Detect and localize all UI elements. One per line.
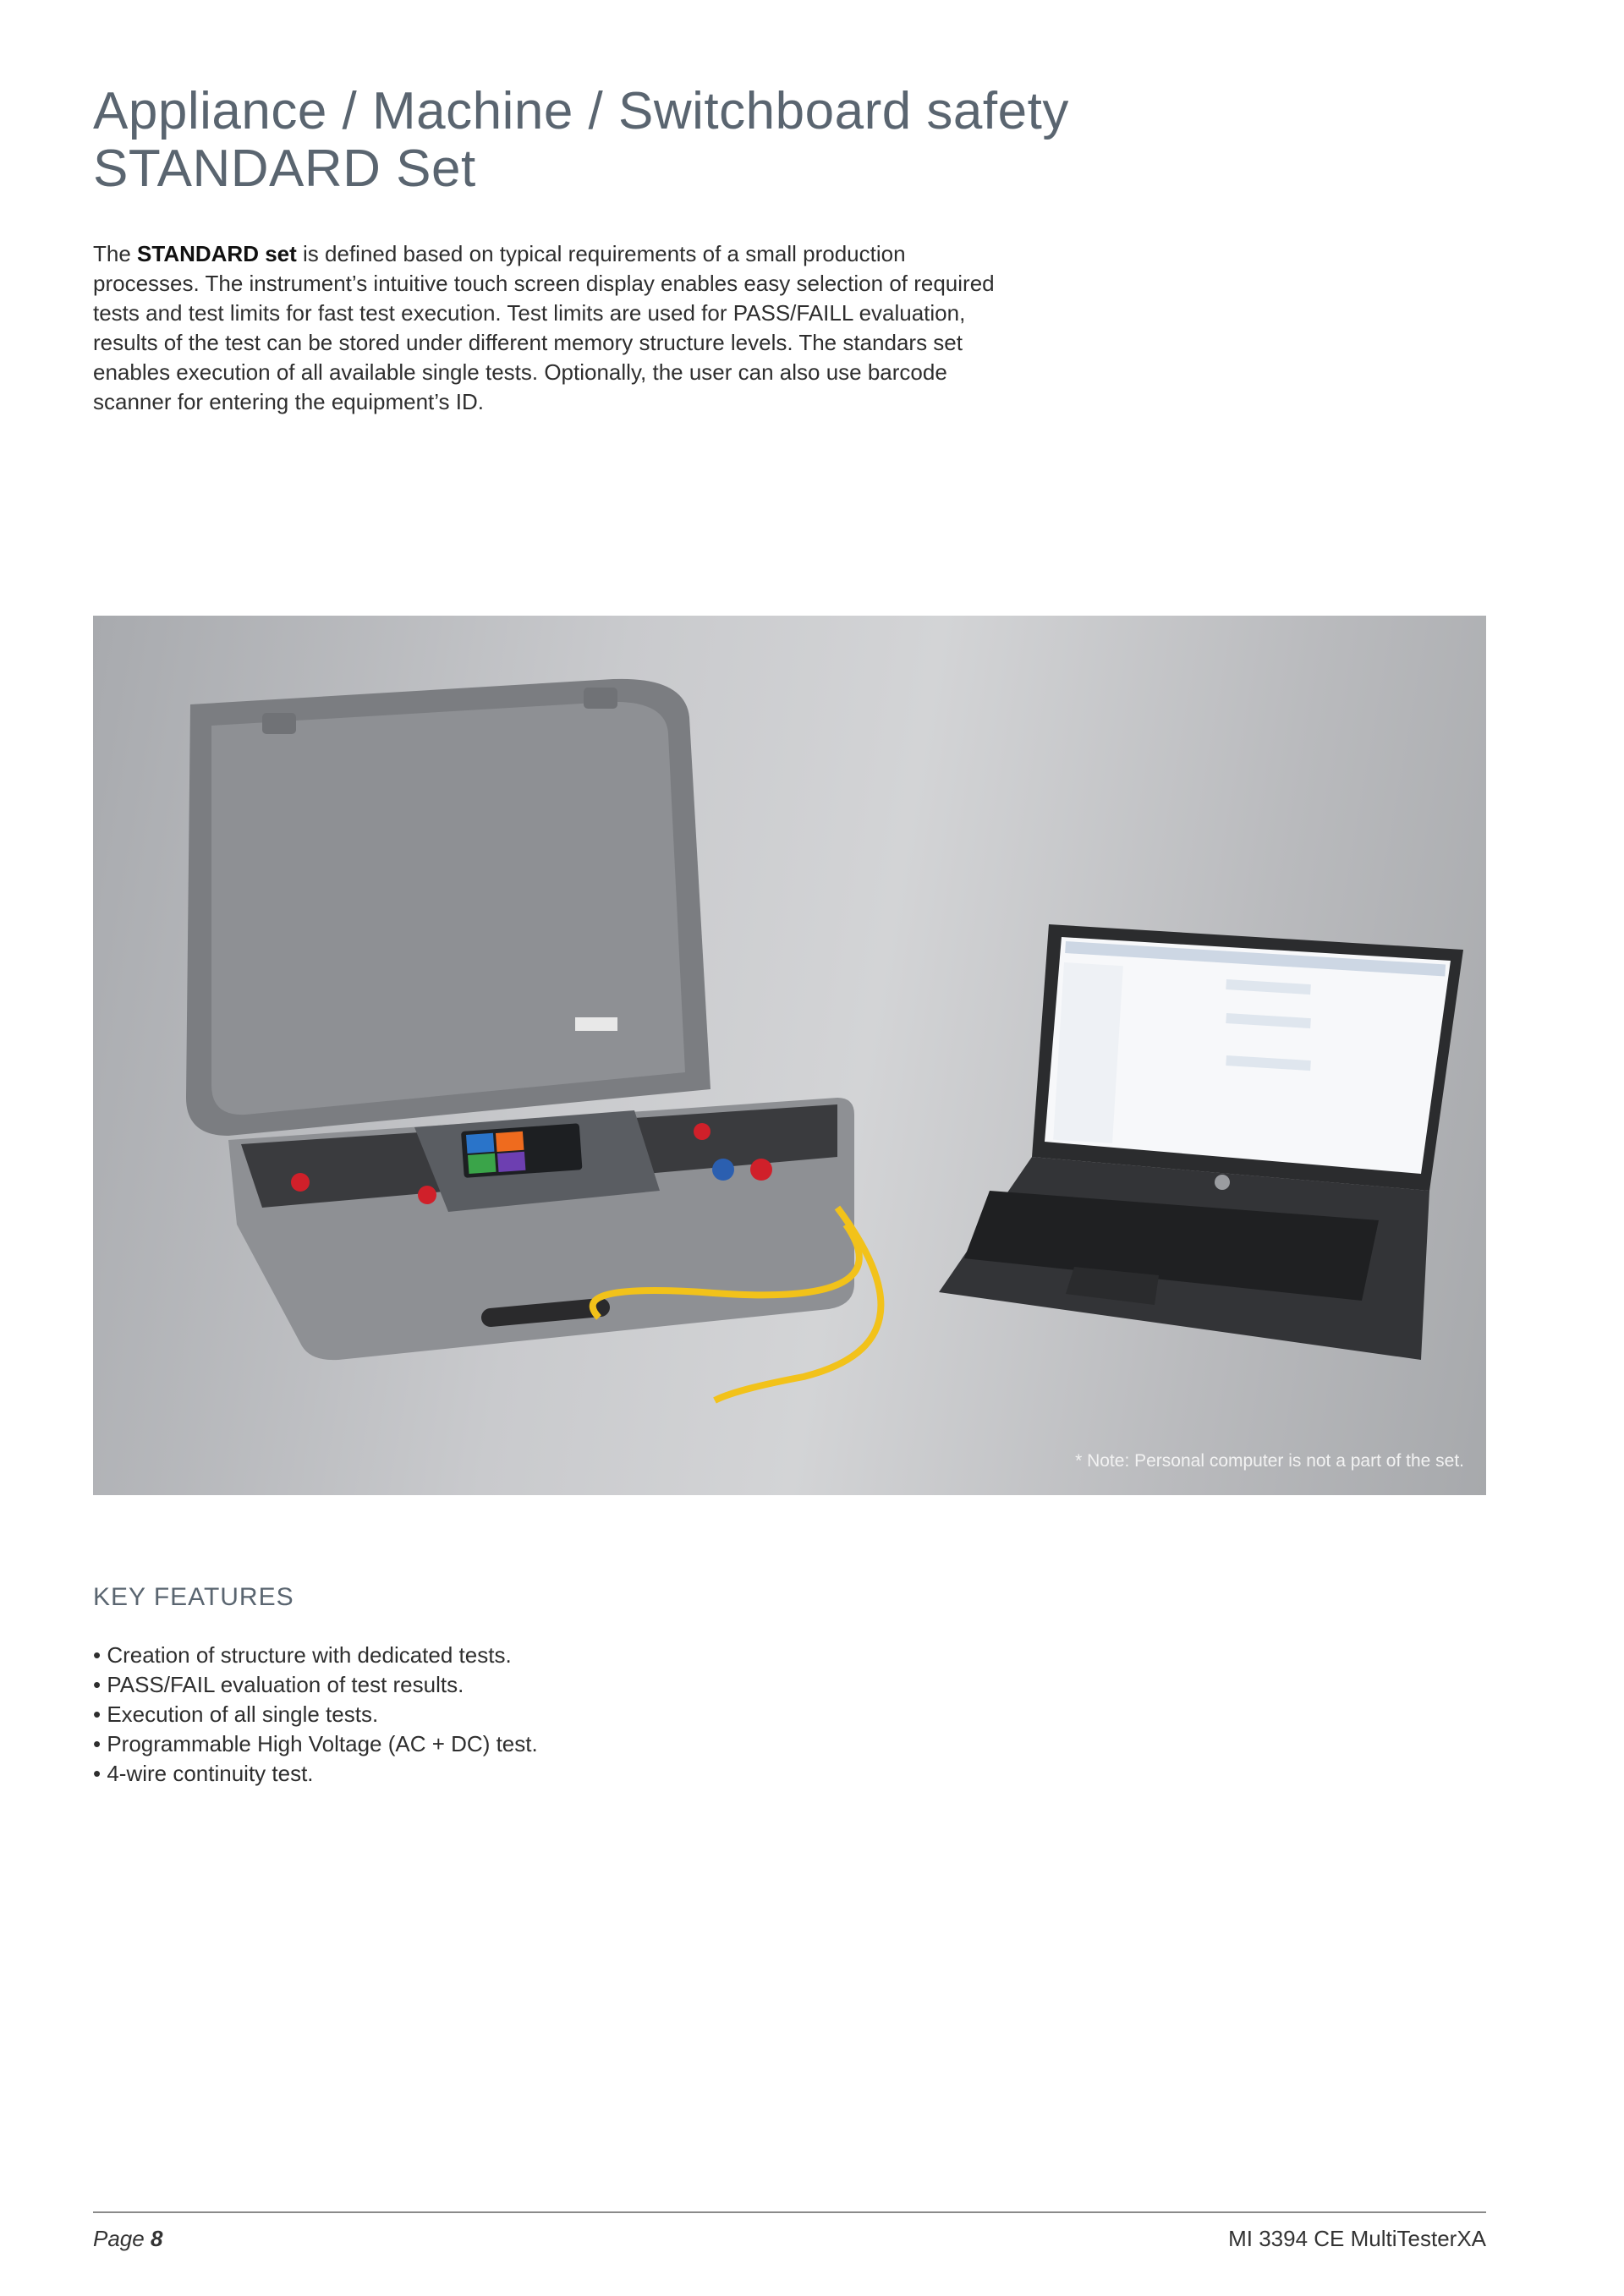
key-features-list [93,1641,538,1789]
page-number-value: 8 [150,2226,163,2251]
case-body [228,1098,854,1360]
key-features-heading: KEY FEATURES [93,1583,294,1611]
list-item: • Creation of structure with dedicated tests. [93,1641,538,1670]
list-item: • PASS/FAIL evaluation of test results. [93,1670,538,1700]
intro-bold: STANDARD set [137,241,297,266]
page-title [93,83,1193,198]
laptop [939,924,1463,1360]
page-number [93,2226,162,2252]
intro-paragraph [93,239,1007,417]
case-lid [186,679,710,1136]
intro-prefix: The [93,241,138,266]
title-line-1: Appliance / Machine / Switchboard safety [93,82,1069,140]
product-illustration [93,616,1486,1495]
footer-divider [93,2211,1486,2213]
page-label: Page [93,2226,151,2251]
list-item: • Programmable High Voltage (AC + DC) test. [93,1729,538,1759]
list-item: • Execution of all single tests. [93,1700,538,1729]
title-line-2: STANDARD Set [93,140,476,198]
footer-product-name: MI 3394 CE MultiTesterXA [1228,2226,1486,2251]
intro-text: is defined based on typical requirements of a small production processes. The instrument’s intuitive touch screen display enables easy selection of required tests and test limits for fast test execution. Test limits are used for PASS/FAILL evaluation, results of the test can be stored under different memory structure levels. The standars set enables execution of all available single tests. Optionally, the user can also use barcode scanner for entering the equipment’s ID. [93,241,995,414]
list-item: • 4-wire continuity test. [93,1759,538,1789]
product-photo [93,616,1486,1495]
photo-note: * Note: Personal computer is not a part of the set. [1075,1451,1464,1471]
